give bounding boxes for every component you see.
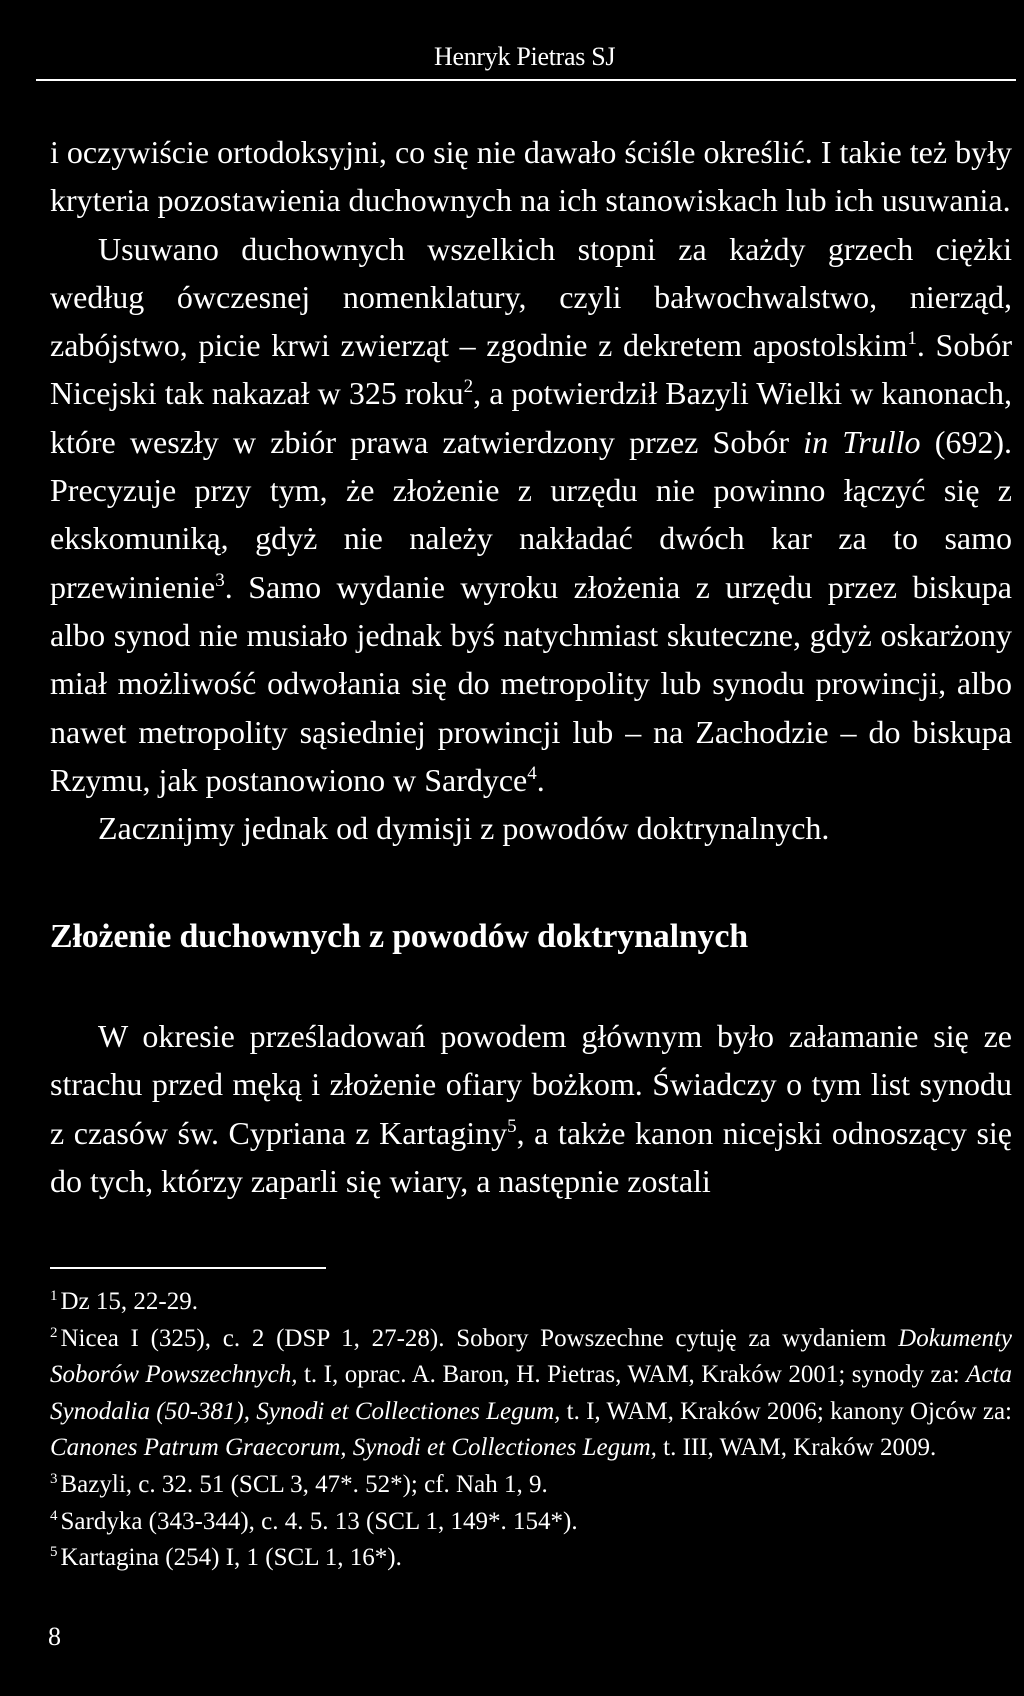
footnote-ref-2: 2	[463, 376, 474, 398]
footnote-2-text-1: Nicea I (325), c. 2 (DSP 1, 27-28). Sobory Powszechne cytuję za wydaniem	[60, 1324, 899, 1352]
footnote-5-number: 5	[50, 1544, 58, 1561]
header-rule	[36, 79, 1016, 81]
footnote-3-number: 3	[50, 1470, 58, 1487]
paragraph-3: Zacznijmy jednak od dymisji z powodów doktrynalnych.	[98, 810, 830, 847]
paragraph-2	[50, 225, 1012, 805]
section-paragraph-text-a: W okresie prześladowań powodem głównym było załamanie się ze strachu przed męką i złożenie ofiary bożkom. Świadczy o tym list synodu z czasów św. Cypriana z Kartaginy	[50, 1018, 1012, 1151]
paragraph-2-text-b: . Sobór Nicejski tak nakazał w 325 roku	[50, 327, 1013, 412]
main-text	[50, 128, 1012, 852]
footnote-3	[50, 1467, 1012, 1504]
footnote-4	[50, 1504, 1012, 1541]
footnote-1-number: 1	[50, 1288, 58, 1304]
footnote-1	[50, 1284, 1012, 1321]
footnote-2-text-3: t. I, WAM, Kraków 2006; kanony Ojców za:	[560, 1397, 1013, 1425]
paragraph-2-text-e: . Samo wydanie wyroku złożenia z urzędu przez biskupa albo synod nie musiało jednak byś natychmiast skuteczne, gdyż oskarżony miał możliwość odwołania się do metropolity lub synodu prowincji, albo nawet metropolity sąsiedniej prowincji lub – na Zachodzie – do biskupa Rzymu, jak postanowiono w Sardyce	[50, 568, 1012, 798]
paragraph-2-text-a: Usuwano duchownych wszelkich stopni za każdy grzech ciężki według ówczesnej nomenklatury, czyli bałwochwalstwo, nierząd, zabójstwo, picie krwi zwierząt – zgodnie z dekretem apostolskim	[50, 230, 1012, 364]
footnote-5-text: Kartagina (254) I, 1 (SCL 1, 16*).	[60, 1544, 402, 1572]
running-head: Henryk Pietras SJ	[434, 42, 616, 71]
section-paragraph-1	[50, 1012, 1012, 1205]
paragraph-1: i oczywiście ortodoksyjni, co się nie dawało ściśle określić. I takie też były kryteria pozostawienia duchownych na ich stanowiskach lub ich usuwania.	[50, 134, 1012, 219]
section-paragraph-text-b: , a także kanon nicejski odnoszący się do tych, którzy zaparli się wiary, a następnie zostali	[50, 1114, 1013, 1199]
paragraph-2-italic: in Trullo	[803, 423, 921, 460]
section-text	[50, 1012, 1012, 1205]
footnote-2-italic-3: Canones Patrum Graecorum, Synodi et Collectiones Legum,	[50, 1434, 657, 1462]
footnote-4-text: Sardyka (343-344), c. 4. 5. 13 (SCL 1, 149*. 154*).	[60, 1507, 578, 1535]
footnote-3-text: Bazyli, c. 32. 51 (SCL 3, 47*. 52*); cf. Nah 1, 9.	[60, 1470, 548, 1498]
footnotes	[50, 1284, 1012, 1577]
footnote-rule	[50, 1267, 326, 1269]
footnote-5	[50, 1540, 1012, 1577]
page-number: 8	[48, 1622, 61, 1651]
footnote-ref-1: 1	[907, 328, 917, 350]
footnote-ref-5: 5	[507, 1115, 517, 1137]
footnote-ref-3: 3	[215, 569, 225, 591]
footnote-2-italic-2: Acta Synodalia (50-381), Synodi et Collectiones Legum,	[50, 1361, 1012, 1425]
footnote-1-text: Dz 15, 22-29.	[60, 1288, 198, 1315]
paragraph-2-text-c: , a potwierdził Bazyli Wielki w kanonach, które weszły w zbiór prawa zatwierdzony przez Sobór	[50, 375, 1013, 460]
paragraph-2-text-d: (692). Precyzuje przy tym, że złożenie z urzędu nie powinno łączyć się z ekskomuniką, gdyż nie należy nakładać dwóch kar za to samo przewinienie	[50, 423, 1013, 605]
footnote-2-number: 2	[50, 1324, 58, 1341]
section-heading: Złożenie duchownych z powodów doktrynalnych	[50, 918, 748, 955]
footnote-2-text-4: t. III, WAM, Kraków 2009.	[656, 1434, 937, 1462]
footnote-4-number: 4	[50, 1507, 58, 1524]
paragraph-2-text-f: .	[536, 761, 545, 798]
footnote-ref-4: 4	[527, 762, 537, 784]
footnote-2-italic-1: Dokumenty Soborów Powszechnych,	[50, 1324, 1012, 1389]
footnote-2	[50, 1321, 1012, 1467]
footnote-2-text-2: t. I, oprac. A. Baron, H. Pietras, WAM, Kraków 2001; synody za:	[297, 1361, 967, 1389]
